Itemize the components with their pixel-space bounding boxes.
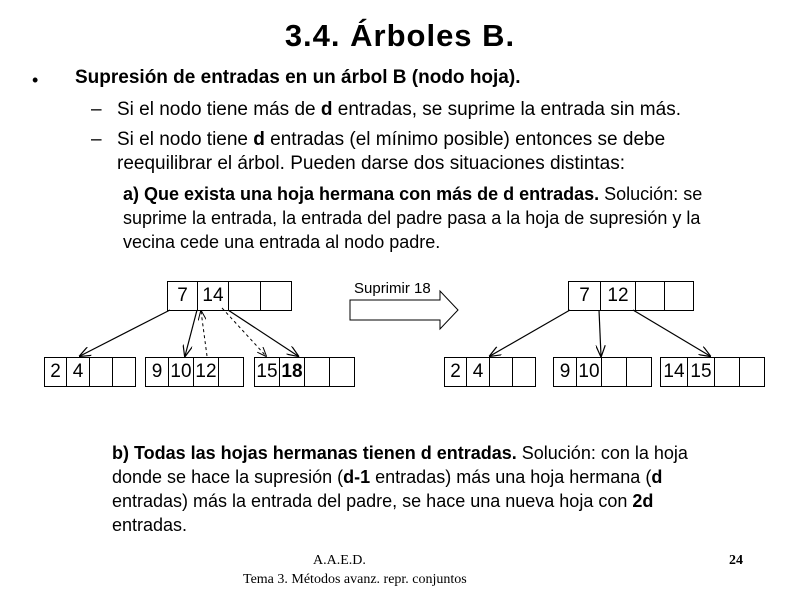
root-node-before (167, 281, 292, 311)
leaf-1-before-key-1: 2 (44, 357, 66, 387)
leaf-1-after-key-4 (512, 357, 536, 387)
root-before-key-4 (260, 281, 292, 311)
move-14-down-arrow (222, 308, 266, 356)
root-node-after (568, 281, 694, 311)
leaf-1-before-key-2: 4 (66, 357, 89, 387)
root-after-key-3 (635, 281, 664, 311)
footer-course: A.A.E.D. (313, 553, 366, 568)
leaf-2-before-key-1: 9 (145, 357, 168, 387)
leaf-2-before-key-3: 12 (193, 357, 218, 387)
leaf-3-before-key-3 (304, 357, 329, 387)
leaf-1-before-key-3 (89, 357, 112, 387)
root-before-key-3 (228, 281, 260, 311)
case-b-text: b) Todas las hojas hermanas tienen d entradas. Solución: con la hoja donde se hace la supresión (d-1 entradas) más una hoja hermana (d entradas) más la entrada del padre, se hace una nueva hoja con 2d entradas. (112, 443, 688, 535)
root-before-key-2: 14 (197, 281, 228, 311)
footer-topic: Tema 3. Métodos avanz. repr. conjuntos (243, 572, 467, 587)
leaf-1-after-key-2: 4 (466, 357, 489, 387)
dash-item-2: Si el nodo tiene d entradas (el mínimo posible) entonces se debe reequilibrar el árbol. Pueden darse dos situaciones distintas: (117, 129, 666, 174)
leaf-1-after-key-1: 2 (444, 357, 466, 387)
leaf-3-before-key-1: 15 (254, 357, 279, 387)
leaf-2-after-key-2: 10 (576, 357, 601, 387)
page-number: 24 (729, 553, 743, 568)
leaf-2-before-key-4 (218, 357, 244, 387)
leaf-2-after (553, 357, 652, 387)
leaf-3-after (660, 357, 765, 387)
bullet-marker: • (32, 70, 39, 90)
slide-title: 3.4. Árboles B. (284, 18, 516, 53)
leaf-3-after-key-4 (739, 357, 765, 387)
leaf-3-after-key-1: 14 (660, 357, 687, 387)
case-a-text: a) Que exista una hoja hermana con más de d entradas. Solución: se suprime la entrada, la entrada del padre pasa a la hoja de supresión y la vecina cede una entrada al nodo padre. (123, 184, 703, 252)
root-after-key-1: 7 (568, 281, 600, 311)
operation-label: Suprimir 18 (354, 280, 431, 297)
leaf-3-after-key-2: 15 (687, 357, 714, 387)
leaf-1-after-key-3 (489, 357, 512, 387)
dash-marker-1: – (91, 99, 102, 120)
edge-right-after (633, 310, 710, 356)
leaf-2-before (145, 357, 244, 387)
leaf-2-after-key-3 (601, 357, 626, 387)
dash-marker-2: – (91, 129, 102, 150)
leaf-3-before-key-2-deleted: 18 (279, 357, 304, 387)
root-after-key-2: 12 (600, 281, 635, 311)
root-before-key-1: 7 (167, 281, 197, 311)
edge-middle-after (599, 310, 601, 356)
leaf-2-after-key-1: 9 (553, 357, 576, 387)
edge-left-after (490, 310, 570, 356)
leaf-3-before (254, 357, 355, 387)
dash-item-1: Si el nodo tiene más de d entradas, se suprime la entrada sin más. (117, 99, 681, 120)
leaf-1-before (44, 357, 136, 387)
leaf-3-before-key-4 (329, 357, 355, 387)
edge-middle-before (185, 310, 197, 356)
leaf-2-before-key-2: 10 (168, 357, 193, 387)
leaf-1-before-key-4 (112, 357, 136, 387)
edge-right-before (228, 310, 298, 356)
leaf-3-after-key-3 (714, 357, 739, 387)
root-after-key-4 (664, 281, 694, 311)
bullet-heading: Supresión de entradas en un árbol B (nodo hoja). (75, 67, 521, 88)
leaf-2-after-key-4 (626, 357, 652, 387)
leaf-1-after (444, 357, 536, 387)
move-12-up-arrow (201, 311, 207, 356)
edge-left-before (80, 310, 170, 356)
